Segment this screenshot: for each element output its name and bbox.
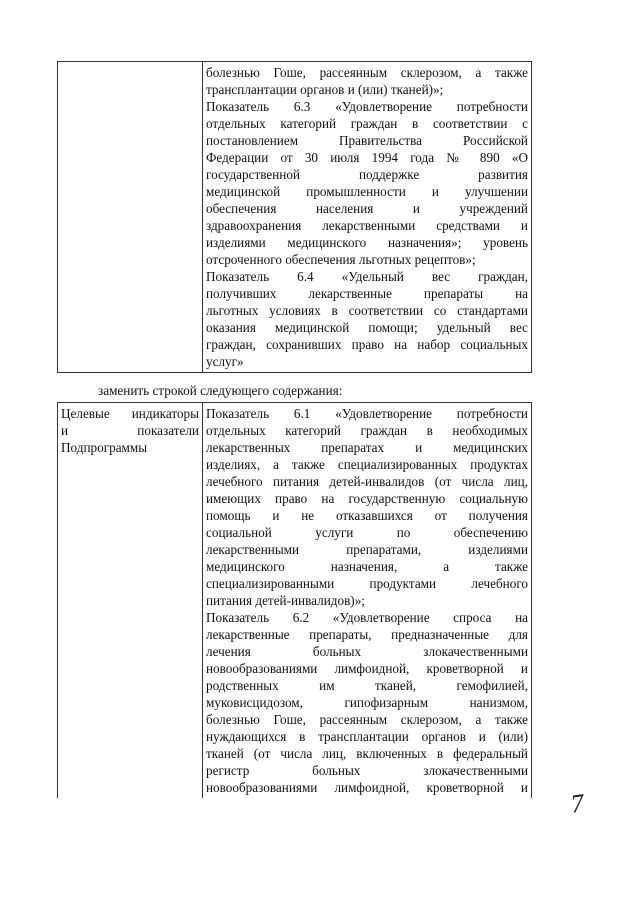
text-line: имеющих право на государственную социальную — [206, 491, 528, 506]
replacement-caption: заменить строкой следующего содержания: — [98, 383, 343, 398]
table-previous-left-cell — [58, 62, 203, 373]
text-line: лекарственные препараты, предназначенные для — [206, 627, 528, 642]
handwritten-page-mark: 7 — [568, 788, 586, 819]
text-line: лечебного питания детей-инвалидов (от числа лиц, — [206, 474, 528, 489]
text-line: специализированными продуктами лечебного — [206, 576, 528, 591]
text-line: отдельных категорий граждан в соответствии с — [206, 116, 528, 131]
text-line: оказания медицинской помощи; удельный вес — [206, 320, 528, 335]
text-line: муковисцидозом, гипофизарным нанизмом, — [206, 695, 528, 710]
text-line: тканей (от числа лиц, включенных в федеральный — [206, 746, 528, 761]
text-line: граждан, сохранивших право на набор социальных — [206, 337, 528, 352]
table-new-left-text — [61, 405, 199, 456]
text-line: обеспечения населения и учреждений — [206, 201, 528, 216]
text-line: регистр больных злокачественными — [206, 763, 528, 778]
text-line: медицинской промышленности и улучшении — [206, 184, 528, 199]
table-previous-right-text — [206, 64, 528, 370]
text-line: лечения больных злокачественными — [206, 644, 528, 659]
text-line: лекарственными препаратами, изделиями — [206, 542, 528, 557]
text-line: болезнью Гоше, рассеянным склерозом, а также — [206, 65, 528, 80]
text-line: Целевые индикаторы — [61, 406, 199, 421]
text-line: социальной услуги по обеспечению — [206, 525, 528, 540]
text-line: помощь и не отказавшихся от получения — [206, 508, 528, 523]
text-line: новообразованиями лимфоидной, кроветворной и — [206, 661, 528, 676]
text-line: постановлением Правительства Российской — [206, 133, 528, 148]
text-line: услуг» — [206, 354, 244, 369]
text-line: Подпрограммы — [61, 440, 148, 455]
text-line: Показатель 6.1 «Удовлетворение потребности — [206, 406, 528, 421]
table-new-version — [57, 402, 532, 798]
text-line: государственной поддержке развития — [206, 167, 528, 182]
text-line: Показатель 6.4 «Удельный вес граждан, — [206, 269, 528, 284]
text-line: отсроченного обеспечения льготных рецептов»; — [206, 252, 476, 267]
text-line: Показатель 6.2 «Удовлетворение спроса на — [206, 610, 528, 625]
text-line: лекарственных препаратах и медицинских — [206, 440, 528, 455]
table-new-right-text — [206, 405, 528, 796]
text-line: болезнью Гоше, рассеянным склерозом, а также — [206, 712, 528, 727]
text-line: изделиях, а также специализированных продуктах — [206, 457, 528, 472]
text-line: здравоохранения лекарственными средствами и — [206, 218, 528, 233]
table-previous-version — [57, 61, 532, 373]
text-line: изделиями медицинского назначения»; уровень — [206, 235, 528, 250]
text-line: новообразованиями лимфоидной, кроветворной и — [206, 780, 528, 795]
text-line: получивших лекарственные препараты на — [206, 286, 528, 301]
table-previous-right-cell — [203, 62, 532, 373]
table-new-left-cell — [58, 403, 203, 799]
text-line: Показатель 6.3 «Удовлетворение потребности — [206, 99, 528, 114]
text-line: медицинского назначения, а также — [206, 559, 528, 574]
text-line: Федерации от 30 июля 1994 года № 890 «О — [206, 150, 528, 165]
table-new-right-cell — [203, 403, 532, 799]
text-line: и показатели — [61, 423, 199, 438]
text-line: нуждающихся в трансплантации органов и (или) — [206, 729, 528, 744]
text-line: отдельных категорий граждан в необходимых — [206, 423, 528, 438]
text-line: питания детей-инвалидов)»; — [206, 593, 365, 608]
text-line: родственных им тканей, гемофилией, — [206, 678, 528, 693]
text-line: льготных условиях в соответствии со стандартами — [206, 303, 528, 318]
text-line: трансплантации органов и (или) тканей)»; — [206, 82, 444, 97]
